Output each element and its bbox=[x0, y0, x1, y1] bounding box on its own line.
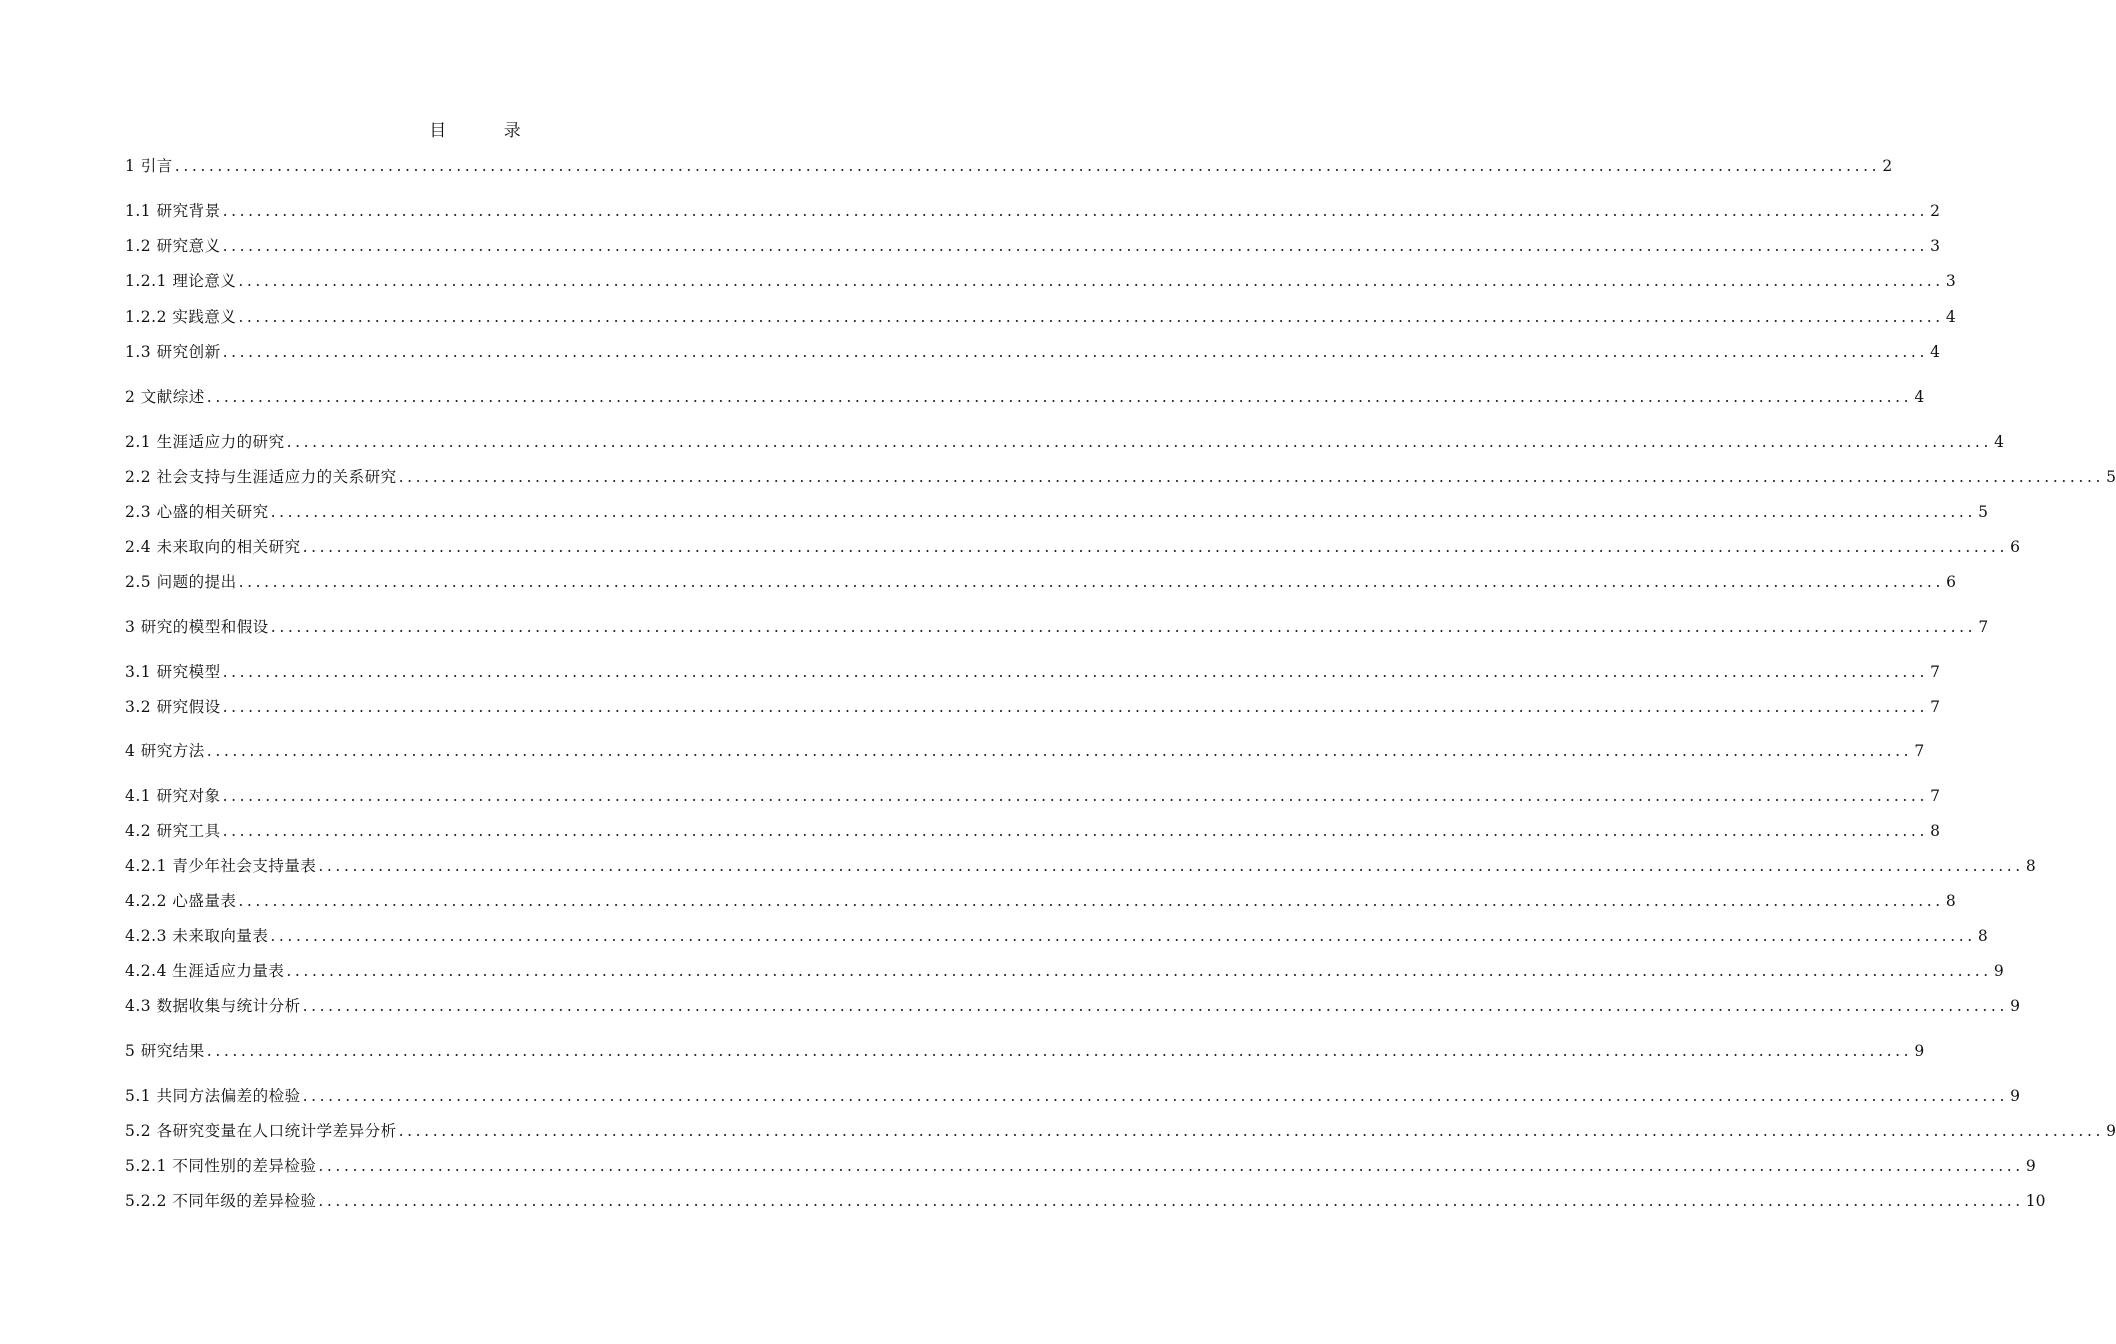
toc-entry-page: 4 bbox=[1945, 308, 1956, 326]
toc-leader-dots: ........................................................................................................................................................................................................ bbox=[318, 857, 2024, 875]
toc-entry-page: 9 bbox=[2010, 997, 2020, 1015]
toc-entry-page: 5 bbox=[2106, 468, 2116, 486]
toc-entry bbox=[125, 785, 1940, 807]
toc-leader-dots: ........................................................................................................................................................................................................ bbox=[270, 927, 1976, 945]
toc-entry bbox=[125, 306, 1956, 328]
toc-entry-label: 5.1 共同方法偏差的检验 bbox=[125, 1087, 301, 1105]
toc-leader-dots: ........................................................................................................................................................................................................ bbox=[286, 962, 1992, 980]
toc-entry-label: 2 文献综述 bbox=[125, 388, 205, 406]
toc-entry-label: 3.2 研究假设 bbox=[125, 698, 221, 716]
toc-leader-dots: ........................................................................................................................................................................................................ bbox=[398, 468, 2104, 486]
toc-entry-page: 6 bbox=[2010, 538, 2020, 556]
toc-entry-label: 1.2.2 实践意义 bbox=[125, 308, 237, 326]
toc-entry-label: 4.1 研究对象 bbox=[125, 787, 221, 805]
toc-entry-label: 5 研究结果 bbox=[125, 1042, 205, 1060]
toc-entry-page: 7 bbox=[1930, 787, 1940, 805]
toc-title: 目 录 bbox=[429, 121, 547, 141]
toc-entry-label: 1.2 研究意义 bbox=[125, 237, 221, 255]
toc-leader-dots: ........................................................................................................................................................................................................ bbox=[302, 1087, 2008, 1105]
toc-entry-label: 2.5 问题的提出 bbox=[125, 573, 237, 591]
toc-leader-dots: ........................................................................................................................................................................................................ bbox=[286, 433, 1992, 451]
toc-entry bbox=[125, 1120, 2116, 1142]
toc-leader-dots: ........................................................................................................................................................................................................ bbox=[238, 308, 1944, 326]
toc-entry bbox=[125, 820, 1940, 842]
toc-entry-label: 2.2 社会支持与生涯适应力的关系研究 bbox=[125, 468, 397, 486]
toc-leader-dots: ........................................................................................................................................................................................................ bbox=[206, 388, 1913, 406]
toc-leader-dots: ........................................................................................................................................................................................................ bbox=[302, 538, 2008, 556]
toc-entry-page: 2 bbox=[1882, 157, 1893, 175]
toc-leader-dots: ........................................................................................................................................................................................................ bbox=[174, 157, 1881, 175]
toc-entry bbox=[125, 855, 2036, 877]
toc-entry-label: 5.2.1 不同性别的差异检验 bbox=[125, 1157, 317, 1175]
toc-entry-label: 5.2 各研究变量在人口统计学差异分析 bbox=[125, 1122, 397, 1140]
toc-entry-page: 9 bbox=[2106, 1122, 2116, 1140]
toc-entry-label: 2.3 心盛的相关研究 bbox=[125, 503, 269, 521]
toc-entry-label: 1 引言 bbox=[125, 157, 173, 175]
toc-leader-dots: ........................................................................................................................................................................................................ bbox=[206, 742, 1913, 760]
toc-leader-dots: ........................................................................................................................................................................................................ bbox=[238, 573, 1944, 591]
toc-leader-dots: ........................................................................................................................................................................................................ bbox=[238, 272, 1944, 290]
toc-entry bbox=[125, 431, 2004, 453]
toc-leader-dots: ........................................................................................................................................................................................................ bbox=[222, 343, 1928, 361]
toc-entry bbox=[125, 571, 1956, 593]
toc-entry-page: 8 bbox=[1930, 822, 1940, 840]
toc-entry-label: 4.2.1 青少年社会支持量表 bbox=[125, 857, 317, 875]
toc-entry-page: 9 bbox=[1914, 1042, 1925, 1060]
toc-entry bbox=[125, 1085, 2020, 1107]
toc-entry-page: 4 bbox=[1930, 343, 1940, 361]
toc-entry bbox=[125, 1190, 2046, 1212]
toc-entry-label: 1.2.1 理论意义 bbox=[125, 272, 237, 290]
toc-leader-dots: ........................................................................................................................................................................................................ bbox=[318, 1192, 2024, 1210]
toc-entry-page: 9 bbox=[2010, 1087, 2020, 1105]
toc-entry-label: 3.1 研究模型 bbox=[125, 663, 221, 681]
toc-entry bbox=[125, 466, 2116, 488]
toc-leader-dots: ........................................................................................................................................................................................................ bbox=[270, 618, 1977, 636]
toc-entry-page: 10 bbox=[2025, 1192, 2046, 1210]
toc-entry-label: 4.2 研究工具 bbox=[125, 822, 221, 840]
toc-leader-dots: ........................................................................................................................................................................................................ bbox=[318, 1157, 2024, 1175]
toc-entry bbox=[125, 235, 1940, 257]
toc-leader-dots: ........................................................................................................................................................................................................ bbox=[222, 202, 1928, 220]
toc-leader-dots: ........................................................................................................................................................................................................ bbox=[222, 237, 1928, 255]
toc-entry-page: 4 bbox=[1994, 433, 2004, 451]
toc-entry bbox=[125, 200, 1940, 222]
toc-leader-dots: ........................................................................................................................................................................................................ bbox=[398, 1122, 2104, 1140]
toc-entry-label: 2.4 未来取向的相关研究 bbox=[125, 538, 301, 556]
toc-entry-page: 3 bbox=[1930, 237, 1940, 255]
toc-entry bbox=[125, 155, 1893, 177]
toc-entry bbox=[125, 740, 1925, 762]
toc-entry bbox=[125, 995, 2020, 1017]
toc-entry-label: 5.2.2 不同年级的差异检验 bbox=[125, 1192, 317, 1210]
toc-entry-page: 2 bbox=[1930, 202, 1940, 220]
toc-entry bbox=[125, 661, 1940, 683]
toc-entry-page: 7 bbox=[1978, 618, 1989, 636]
toc-entry-page: 7 bbox=[1930, 663, 1940, 681]
toc-entry-page: 8 bbox=[1945, 892, 1956, 910]
toc-entry bbox=[125, 386, 1925, 408]
toc-leader-dots: ........................................................................................................................................................................................................ bbox=[270, 503, 1976, 521]
toc-entry-page: 7 bbox=[1914, 742, 1925, 760]
toc-leader-dots: ........................................................................................................................................................................................................ bbox=[222, 698, 1928, 716]
toc-entry bbox=[125, 696, 1940, 718]
toc-entry-page: 7 bbox=[1930, 698, 1940, 716]
toc-entry-label: 1.1 研究背景 bbox=[125, 202, 221, 220]
toc-entry-label: 3 研究的模型和假设 bbox=[125, 618, 269, 636]
toc-entry-page: 4 bbox=[1914, 388, 1925, 406]
toc-entry bbox=[125, 925, 1988, 947]
toc-entry bbox=[125, 890, 1956, 912]
toc-entry-label: 4.2.3 未来取向量表 bbox=[125, 927, 269, 945]
toc-leader-dots: ........................................................................................................................................................................................................ bbox=[222, 822, 1928, 840]
toc-leader-dots: ........................................................................................................................................................................................................ bbox=[222, 663, 1928, 681]
toc-entry bbox=[125, 960, 2004, 982]
toc-entry bbox=[125, 536, 2020, 558]
toc-entry bbox=[125, 1155, 2036, 1177]
toc-entry-page: 3 bbox=[1945, 272, 1956, 290]
toc-entry-label: 4.2.4 生涯适应力量表 bbox=[125, 962, 285, 980]
toc-entry bbox=[125, 616, 1989, 638]
toc-entry-page: 9 bbox=[1993, 962, 2004, 980]
toc-entry-page: 8 bbox=[2025, 857, 2036, 875]
toc-entry bbox=[125, 501, 1988, 523]
toc-entry-label: 2.1 生涯适应力的研究 bbox=[125, 433, 285, 451]
toc-leader-dots: ........................................................................................................................................................................................................ bbox=[238, 892, 1944, 910]
toc-entry bbox=[125, 341, 1940, 363]
toc-entry-label: 4.2.2 心盛量表 bbox=[125, 892, 237, 910]
toc-leader-dots: ........................................................................................................................................................................................................ bbox=[302, 997, 2008, 1015]
toc-entry bbox=[125, 1040, 1925, 1062]
toc-entry-page: 5 bbox=[1978, 503, 1988, 521]
toc-entry-page: 6 bbox=[1946, 573, 1956, 591]
toc-leader-dots: ........................................................................................................................................................................................................ bbox=[222, 787, 1928, 805]
toc-entry-page: 8 bbox=[1977, 927, 1988, 945]
toc-entry bbox=[125, 270, 1956, 292]
toc-entry-label: 1.3 研究创新 bbox=[125, 343, 221, 361]
toc-entry-label: 4.3 数据收集与统计分析 bbox=[125, 997, 301, 1015]
toc-entry-label: 4 研究方法 bbox=[125, 742, 205, 760]
toc-leader-dots: ........................................................................................................................................................................................................ bbox=[206, 1042, 1913, 1060]
toc-entry-page: 9 bbox=[2025, 1157, 2036, 1175]
